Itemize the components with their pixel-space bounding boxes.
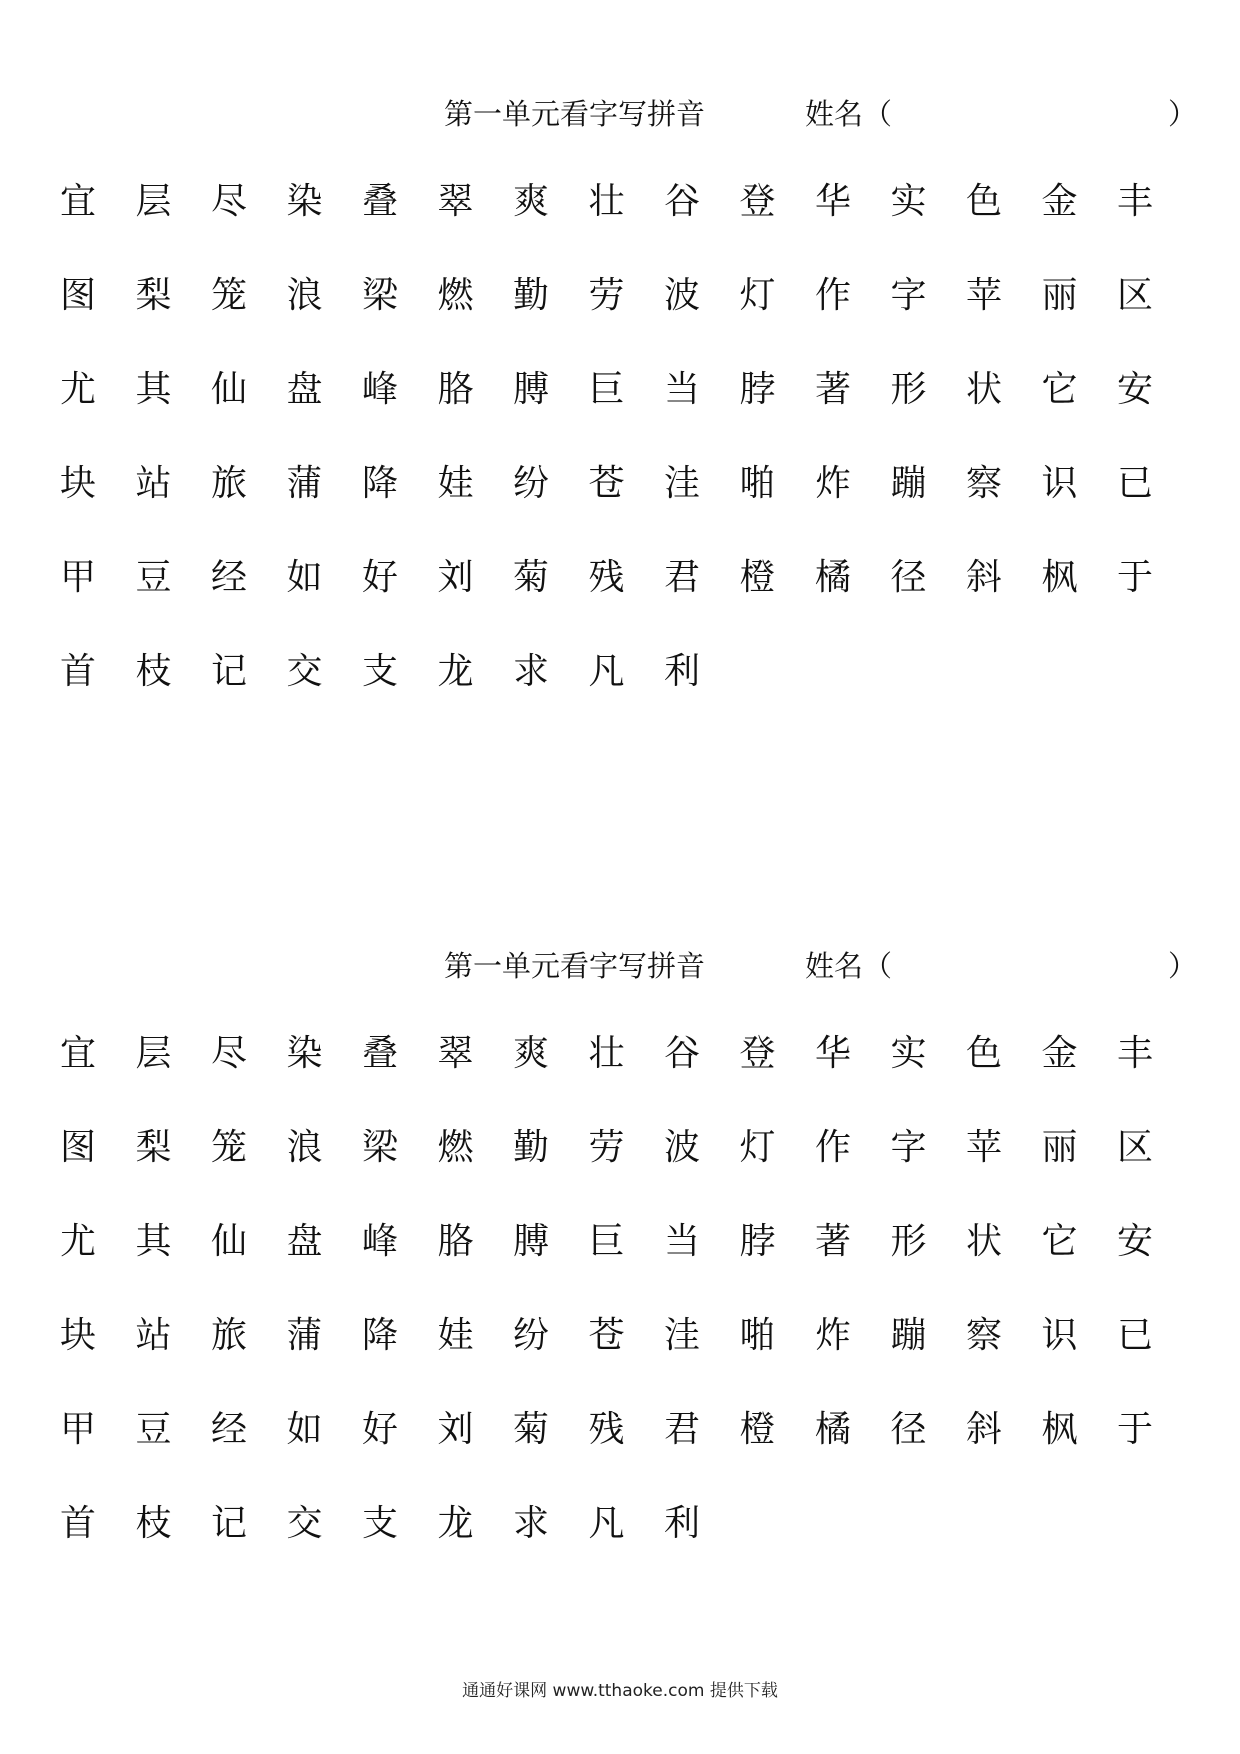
character-cell: 浪	[286, 1127, 323, 1168]
character-cell: 交	[286, 1503, 323, 1544]
character-cell: 旅	[211, 463, 248, 504]
character-cell: 梨	[135, 275, 172, 316]
character-cell: 叠	[362, 181, 399, 222]
character-cell: 洼	[664, 1315, 701, 1356]
character-cell: 勤	[513, 275, 550, 316]
character-cell: 燃	[437, 1127, 474, 1168]
character-cell: 君	[664, 557, 701, 598]
name-label: 姓名（	[805, 949, 893, 983]
character-cell: 华	[815, 1033, 852, 1074]
character-cell: 膊	[513, 369, 550, 410]
character-cell: 宜	[60, 1033, 97, 1074]
character-cell: 形	[890, 369, 927, 410]
character-cell: 仙	[211, 1221, 248, 1262]
character-cell: 首	[60, 651, 97, 692]
character-cell: 凡	[588, 1503, 625, 1544]
character-cell: 浪	[286, 275, 323, 316]
character-cell: 旅	[211, 1315, 248, 1356]
character-cell: 菊	[513, 557, 550, 598]
character-row	[60, 368, 1190, 462]
character-cell: 记	[211, 1503, 248, 1544]
character-cell: 壮	[588, 181, 625, 222]
character-cell: 它	[1041, 1221, 1078, 1262]
character-cell: 站	[135, 1315, 172, 1356]
character-cell: 斜	[966, 557, 1003, 598]
character-cell: 染	[286, 1033, 323, 1074]
name-close-paren: ）	[1168, 97, 1198, 131]
character-cell: 如	[286, 1409, 323, 1450]
character-cell: 如	[286, 557, 323, 598]
character-cell: 脖	[739, 369, 776, 410]
character-cell: 炸	[815, 1315, 852, 1356]
character-cell: 其	[135, 1221, 172, 1262]
character-cell: 燃	[437, 275, 474, 316]
character-cell: 识	[1041, 1315, 1078, 1356]
character-cell: 枝	[135, 1503, 172, 1544]
character-cell: 胳	[437, 1221, 474, 1262]
character-cell: 苍	[588, 1315, 625, 1356]
character-cell: 纷	[513, 1315, 550, 1356]
character-cell: 层	[135, 181, 172, 222]
character-cell: 龙	[437, 1503, 474, 1544]
character-row	[60, 462, 1190, 556]
character-cell: 块	[60, 1315, 97, 1356]
character-cell: 蹦	[890, 463, 927, 504]
character-row	[60, 556, 1190, 650]
character-cell: 巨	[588, 369, 625, 410]
worksheet-title: 第一单元看字写拼音	[444, 949, 706, 983]
character-cell: 波	[664, 1127, 701, 1168]
character-cell: 尽	[211, 181, 248, 222]
character-cell: 降	[362, 1315, 399, 1356]
character-cell: 劳	[588, 1127, 625, 1168]
character-cell: 灯	[739, 1127, 776, 1168]
character-cell: 丽	[1041, 1127, 1078, 1168]
character-cell: 脖	[739, 1221, 776, 1262]
character-cell: 好	[362, 557, 399, 598]
character-row	[60, 1220, 1190, 1314]
character-cell: 刘	[437, 557, 474, 598]
character-cell: 它	[1041, 369, 1078, 410]
character-cell: 波	[664, 275, 701, 316]
worksheet-title: 第一单元看字写拼音	[444, 97, 706, 131]
worksheet-section-1	[0, 0, 1240, 692]
character-cell: 梨	[135, 1127, 172, 1168]
character-cell: 色	[966, 1033, 1003, 1074]
character-cell: 翠	[437, 181, 474, 222]
character-cell: 橘	[815, 1409, 852, 1450]
character-cell: 豆	[135, 1409, 172, 1450]
character-row	[60, 1502, 1190, 1596]
character-cell: 安	[1117, 369, 1154, 410]
character-row	[60, 1314, 1190, 1408]
character-cell: 爽	[513, 1033, 550, 1074]
character-cell: 金	[1041, 181, 1078, 222]
footer-credit: 通通好课网 www.tthaoke.com 提供下载	[462, 1681, 778, 1701]
character-cell: 枫	[1041, 557, 1078, 598]
character-cell: 求	[513, 1503, 550, 1544]
character-cell: 于	[1117, 557, 1154, 598]
character-cell: 梁	[362, 275, 399, 316]
character-cell: 径	[890, 1409, 927, 1450]
character-cell: 纷	[513, 463, 550, 504]
character-cell: 利	[664, 651, 701, 692]
character-cell: 翠	[437, 1033, 474, 1074]
character-cell: 图	[60, 1127, 97, 1168]
character-cell: 染	[286, 181, 323, 222]
character-cell: 勤	[513, 1127, 550, 1168]
character-cell: 娃	[437, 463, 474, 504]
character-row	[60, 1408, 1190, 1502]
character-cell: 蒲	[286, 463, 323, 504]
character-cell: 安	[1117, 1221, 1154, 1262]
character-cell: 尤	[60, 369, 97, 410]
character-cell: 层	[135, 1033, 172, 1074]
character-cell: 胳	[437, 369, 474, 410]
character-cell: 著	[815, 369, 852, 410]
character-cell: 橘	[815, 557, 852, 598]
character-cell: 尽	[211, 1033, 248, 1074]
worksheet-section-2	[0, 852, 1240, 1544]
character-cell: 膊	[513, 1221, 550, 1262]
name-label: 姓名（	[805, 97, 893, 131]
character-cell: 作	[815, 1127, 852, 1168]
character-cell: 径	[890, 557, 927, 598]
character-cell: 经	[211, 1409, 248, 1450]
character-cell: 色	[966, 181, 1003, 222]
character-cell: 实	[890, 181, 927, 222]
character-cell: 状	[966, 1221, 1003, 1262]
character-cell: 苹	[966, 275, 1003, 316]
character-cell: 梁	[362, 1127, 399, 1168]
character-cell: 壮	[588, 1033, 625, 1074]
character-cell: 苍	[588, 463, 625, 504]
character-cell: 登	[739, 1033, 776, 1074]
character-cell: 苹	[966, 1127, 1003, 1168]
character-cell: 仙	[211, 369, 248, 410]
character-cell: 洼	[664, 463, 701, 504]
character-cell: 形	[890, 1221, 927, 1262]
character-cell: 劳	[588, 275, 625, 316]
character-cell: 娃	[437, 1315, 474, 1356]
character-cell: 叠	[362, 1033, 399, 1074]
character-cell: 图	[60, 275, 97, 316]
character-cell: 灯	[739, 275, 776, 316]
character-cell: 啪	[739, 1315, 776, 1356]
character-cell: 谷	[664, 181, 701, 222]
character-cell: 豆	[135, 557, 172, 598]
character-cell: 斜	[966, 1409, 1003, 1450]
character-cell: 橙	[739, 557, 776, 598]
character-cell: 识	[1041, 463, 1078, 504]
character-cell: 丰	[1117, 181, 1154, 222]
character-cell: 炸	[815, 463, 852, 504]
character-cell: 首	[60, 1503, 97, 1544]
character-cell: 降	[362, 463, 399, 504]
character-cell: 枫	[1041, 1409, 1078, 1450]
character-cell: 金	[1041, 1033, 1078, 1074]
character-row	[60, 650, 1190, 744]
character-cell: 当	[664, 1221, 701, 1262]
character-cell: 枝	[135, 651, 172, 692]
character-cell: 字	[890, 1127, 927, 1168]
character-cell: 残	[588, 557, 625, 598]
character-cell: 登	[739, 181, 776, 222]
character-cell: 支	[362, 651, 399, 692]
character-cell: 实	[890, 1033, 927, 1074]
character-cell: 交	[286, 651, 323, 692]
character-cell: 经	[211, 557, 248, 598]
character-cell: 华	[815, 181, 852, 222]
character-cell: 字	[890, 275, 927, 316]
character-cell: 君	[664, 1409, 701, 1450]
character-cell: 作	[815, 275, 852, 316]
character-cell: 区	[1117, 1127, 1154, 1168]
character-row	[60, 180, 1190, 274]
character-cell: 残	[588, 1409, 625, 1450]
name-close-paren: ）	[1168, 949, 1198, 983]
character-cell: 笼	[211, 1127, 248, 1168]
character-cell: 峰	[362, 369, 399, 410]
character-cell: 巨	[588, 1221, 625, 1262]
character-cell: 记	[211, 651, 248, 692]
character-cell: 蹦	[890, 1315, 927, 1356]
character-cell: 宜	[60, 181, 97, 222]
character-cell: 甲	[60, 557, 97, 598]
character-cell: 著	[815, 1221, 852, 1262]
character-row	[60, 1126, 1190, 1220]
character-cell: 察	[966, 1315, 1003, 1356]
character-grid	[60, 180, 1190, 744]
character-cell: 其	[135, 369, 172, 410]
character-cell: 盘	[286, 369, 323, 410]
character-cell: 菊	[513, 1409, 550, 1450]
character-cell: 尤	[60, 1221, 97, 1262]
character-cell: 丰	[1117, 1033, 1154, 1074]
character-cell: 峰	[362, 1221, 399, 1262]
character-cell: 啪	[739, 463, 776, 504]
character-cell: 好	[362, 1409, 399, 1450]
character-cell: 谷	[664, 1033, 701, 1074]
character-cell: 块	[60, 463, 97, 504]
character-cell: 当	[664, 369, 701, 410]
character-cell: 凡	[588, 651, 625, 692]
character-cell: 求	[513, 651, 550, 692]
character-cell: 支	[362, 1503, 399, 1544]
character-cell: 盘	[286, 1221, 323, 1262]
character-cell: 龙	[437, 651, 474, 692]
character-cell: 利	[664, 1503, 701, 1544]
character-cell: 刘	[437, 1409, 474, 1450]
character-cell: 已	[1117, 463, 1154, 504]
character-grid	[60, 1032, 1190, 1596]
character-cell: 甲	[60, 1409, 97, 1450]
character-row	[60, 274, 1190, 368]
character-cell: 察	[966, 463, 1003, 504]
character-row	[60, 1032, 1190, 1126]
character-cell: 站	[135, 463, 172, 504]
character-cell: 丽	[1041, 275, 1078, 316]
character-cell: 于	[1117, 1409, 1154, 1450]
character-cell: 状	[966, 369, 1003, 410]
character-cell: 橙	[739, 1409, 776, 1450]
character-cell: 蒲	[286, 1315, 323, 1356]
character-cell: 爽	[513, 181, 550, 222]
character-cell: 区	[1117, 275, 1154, 316]
character-cell: 已	[1117, 1315, 1154, 1356]
character-cell: 笼	[211, 275, 248, 316]
